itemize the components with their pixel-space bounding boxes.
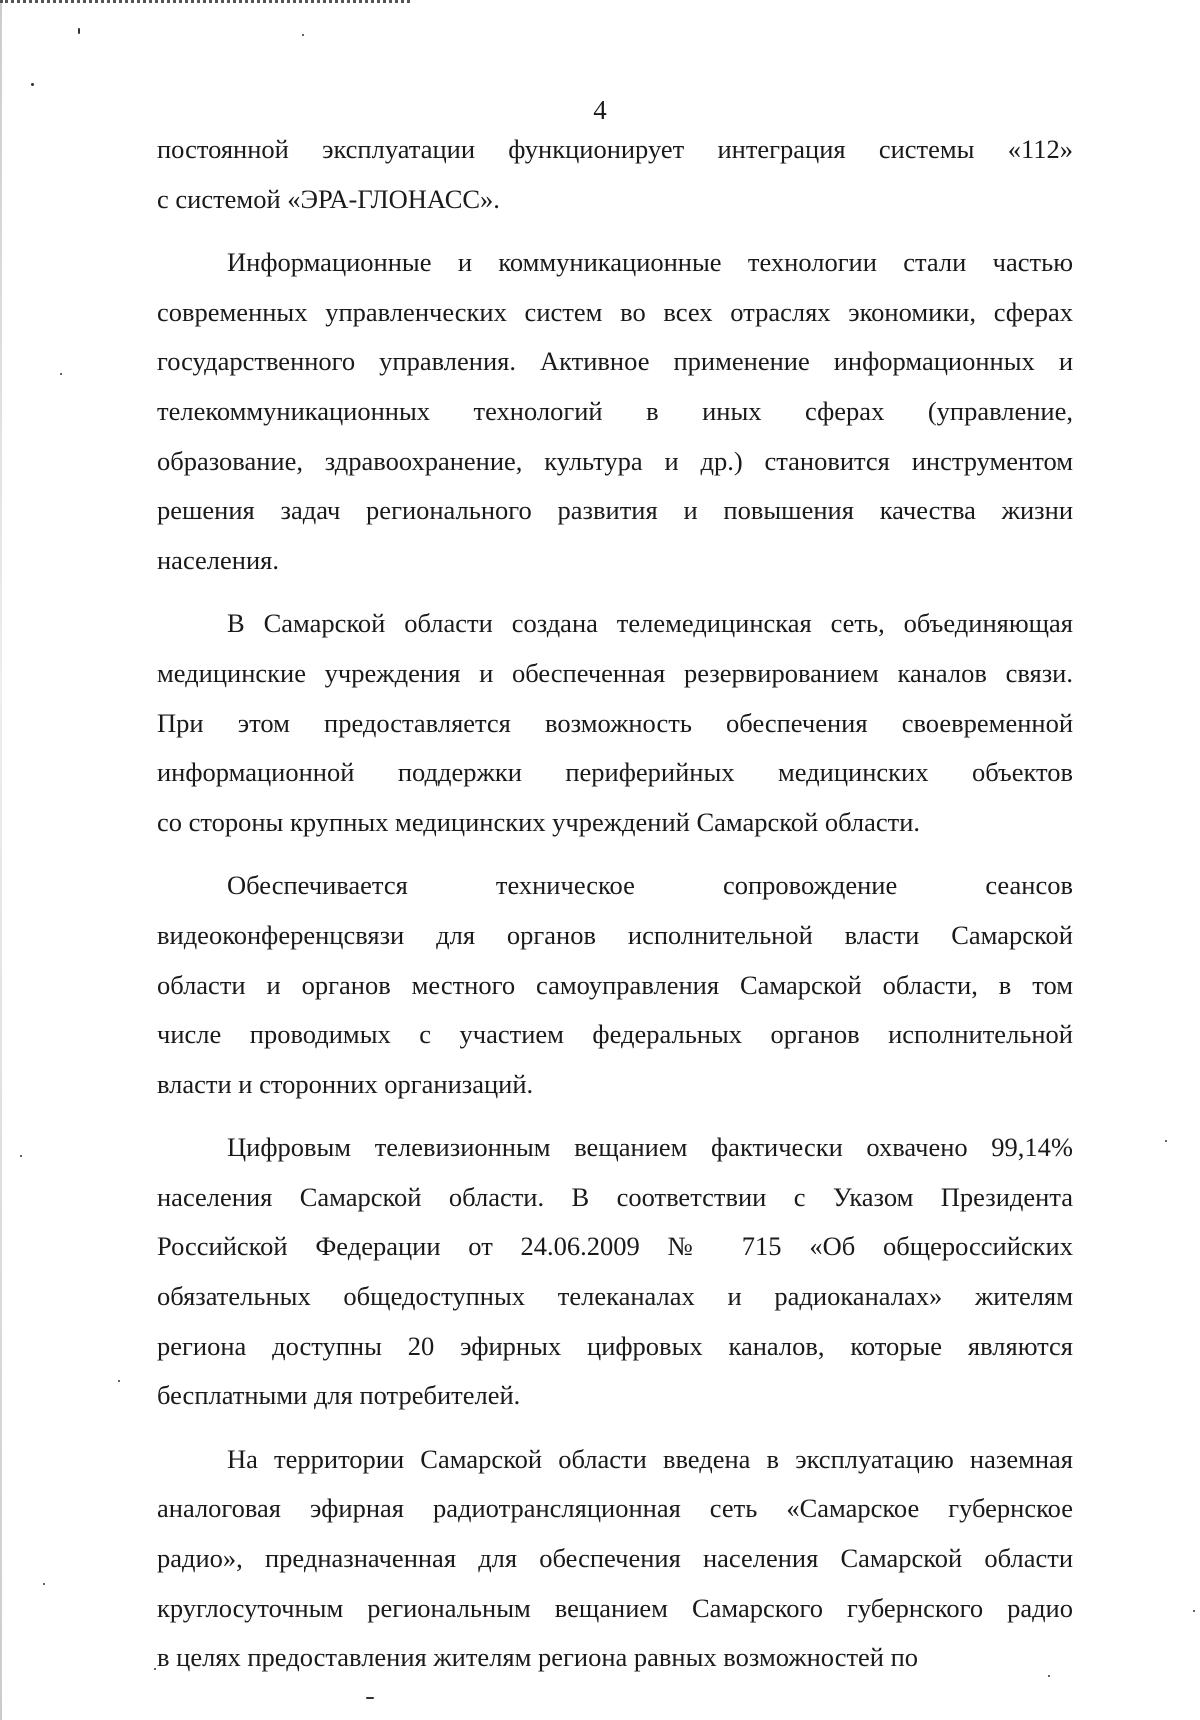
- paragraph-line: населения.: [157, 544, 279, 575]
- paragraph: [157, 1435, 1073, 1683]
- scan-speck: [302, 34, 304, 36]
- paragraph-line: области и органов местного самоуправления Самарской области, в том: [157, 969, 1073, 1000]
- paragraph: [157, 238, 1073, 585]
- paragraph-line: власти и сторонних организаций.: [157, 1068, 534, 1099]
- page-number: 4: [593, 95, 607, 125]
- paragraph-line: медицинские учреждения и обеспеченная резервированием каналов связи.: [157, 657, 1073, 688]
- scan-speck: [31, 83, 34, 86]
- paragraph-line: с системой «ЭРА-ГЛОНАСС».: [157, 183, 500, 214]
- paragraph-line: видеоконференцсвязи для органов исполнительной власти Самарской: [157, 919, 1073, 950]
- scan-speck: [78, 28, 80, 34]
- paragraph-line: Российской Федерации от 24.06.2009 № 715 «Об общероссийских: [157, 1231, 1073, 1262]
- scan-speck: [1193, 1610, 1195, 1612]
- paragraph-line: аналоговая эфирная радиотрансляционная сеть «Самарское губернское: [157, 1493, 1073, 1524]
- scan-left-edge: [0, 0, 2, 1720]
- paragraph: [157, 125, 1073, 224]
- paragraph-line: решения задач регионального развития и повышения качества жизни: [157, 495, 1073, 526]
- paragraph-line: Обеспечивается техническое сопровождение сеансов: [227, 870, 1073, 901]
- paragraph-line: На территории Самарской области введена в эксплуатацию наземная: [227, 1443, 1073, 1474]
- scan-speck: [20, 1155, 22, 1157]
- paragraph-line: населения Самарской области. В соответствии с Указом Президента: [157, 1181, 1073, 1212]
- paragraph-line: телекоммуникационных технологий в иных сферах (управление,: [157, 395, 1073, 426]
- paragraph-line: бесплатными для потребителей.: [157, 1380, 521, 1411]
- paragraph: [157, 861, 1073, 1109]
- paragraph: [157, 1123, 1073, 1421]
- scan-speck: [60, 373, 62, 375]
- paragraph-line: образование, здравоохранение, культура и др.) становится инструментом: [157, 445, 1073, 476]
- paragraph-line: государственного управления. Активное применение информационных и: [157, 346, 1073, 377]
- paragraph-line: информационной поддержки периферийных медицинских объектов: [157, 757, 1073, 788]
- paragraph-line: со стороны крупных медицинских учреждений Самарской области.: [157, 806, 921, 837]
- scan-speck: [1165, 1140, 1167, 1142]
- document-body: [157, 125, 1073, 1683]
- paragraph-line: современных управленческих систем во всех отраслях экономики, сферах: [157, 296, 1073, 327]
- paragraph-line: постоянной эксплуатации функционирует интеграция системы «112»: [157, 134, 1073, 164]
- paragraph-line: обязательных общедоступных телеканалах и радиоканалах» жителям: [157, 1281, 1073, 1312]
- scan-top-rule: [0, 0, 410, 3]
- paragraph-line: Цифровым телевизионным вещанием фактически охвачено 99,14%: [227, 1132, 1073, 1163]
- paragraph-line: В Самарской области создана телемедицинская сеть, объединяющая: [227, 608, 1073, 639]
- paragraph: [157, 599, 1073, 847]
- paragraph-line: в целях предоставления жителям региона равных возможностей по: [157, 1642, 919, 1673]
- scan-speck: [118, 1380, 120, 1382]
- paragraph-line: круглосуточным региональным вещанием Самарского губернского радио: [157, 1592, 1073, 1623]
- paragraph-line: Информационные и коммуникационные технологии стали частью: [227, 247, 1073, 278]
- paragraph-line: радио», предназначенная для обеспечения населения Самарской области: [157, 1543, 1073, 1574]
- paragraph-line: При этом предоставляется возможность обеспечения своевременной: [157, 707, 1073, 738]
- paragraph-line: региона доступны 20 эфирных цифровых каналов, которые являются: [157, 1330, 1073, 1361]
- scan-speck: [154, 1668, 156, 1670]
- scan-speck: [43, 1583, 45, 1585]
- scan-speck: [366, 1697, 374, 1699]
- paragraph-line: числе проводимых с участием федеральных органов исполнительной: [157, 1019, 1073, 1050]
